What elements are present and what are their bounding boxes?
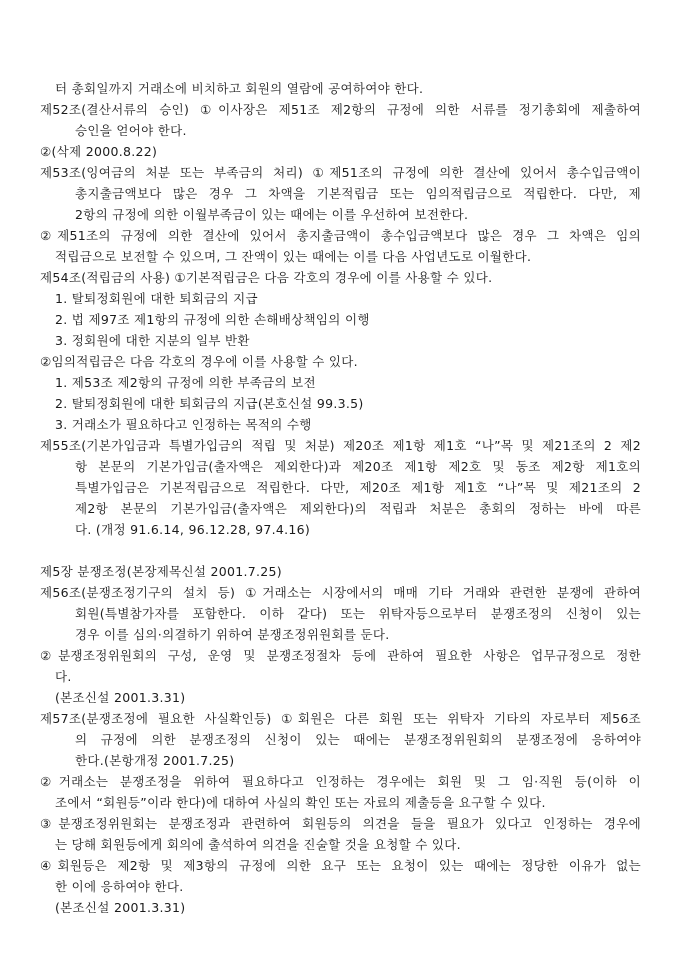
document-line: 제2항 본문의 기본가입금(출자액은 제외한다)의 적립과 처분은 총회의 정하는 바에 따른 [75, 501, 641, 516]
document-line: 터 총회일까지 거래소에 비치하고 회원의 열람에 공여하여야 한다. [55, 81, 424, 96]
document-body [40, 78, 641, 918]
document-line: 1. 제53조 제2항의 규정에 의한 부족금의 보전 [55, 375, 316, 390]
document-line: 승인을 얻어야 한다. [75, 123, 187, 138]
document-line: 적립금으로 보전할 수 있으며, 그 잔액이 있는 때에는 이를 다음 사업년도로 이월한다. [55, 249, 532, 264]
document-line: 2. 법 제97조 제1항의 규정에 의한 손해배상책임의 이행 [55, 312, 370, 327]
document-line: (본조신설 2001.3.31) [55, 900, 186, 915]
document-line: 제52조(결산서류의 승인) ①이사장은 제51조 제2항의 규정에 의한 서류를 정기총회에 제출하여 [40, 102, 641, 117]
blank-line [40, 540, 641, 561]
document-line: 다. [55, 669, 72, 684]
document-line: 총지출금액보다 많은 경우 그 차액을 기본적립금 또는 임의적립금으로 적립한다. 다만, 제 [75, 186, 641, 201]
document-line: 한 이에 응하여야 한다. [55, 879, 184, 894]
document-line: 제5장 분쟁조정(본장제목신설 2001.7.25) [40, 564, 282, 579]
document-line: 제54조(적립금의 사용) ①기본적립금은 다음 각호의 경우에 이를 사용할 수 있다. [40, 270, 493, 285]
document-line: 제57조(분쟁조정에 필요한 사실확인등) ①회원은 다른 회원 또는 위탁자 기타의 자로부터 제56조 [40, 711, 641, 726]
document-line: ②제51조의 규정에 의한 결산에 있어서 총지출금액이 총수입금액보다 많은 경우 그 차액은 임의 [40, 228, 641, 243]
document-line: ②분쟁조정위원회의 구성, 운영 및 분쟁조정절차 등에 관하여 필요한 사항은 업무규정으로 정한 [40, 648, 641, 663]
document-line: 제53조(잉여금의 처분 또는 부족금의 처리) ①제51조의 규정에 의한 결산에 있어서 총수입금액이 [40, 165, 641, 180]
document-line: 의 규정에 의한 분쟁조정의 신청이 있는 때에는 분쟁조정위원회의 분쟁조정에 응하여야 [75, 732, 641, 747]
document-line: 제56조(분쟁조정기구의 설치 등) ①거래소는 시장에서의 매매 기타 거래와 관련한 분쟁에 관하여 [40, 585, 641, 600]
document-line: ②거래소는 분쟁조정을 위하여 필요하다고 인정하는 경우에는 회원 및 그 임·직원 등(이하 이 [40, 774, 641, 789]
document-line: 는 당해 회원등에게 회의에 출석하여 의견을 진술할 것을 요청할 수 있다. [55, 837, 461, 852]
document-line: 2항의 규정에 의한 이월부족금이 있는 때에는 이를 우선하여 보전한다. [75, 207, 469, 222]
document-line: ②임의적립금은 다음 각호의 경우에 이를 사용할 수 있다. [40, 354, 358, 369]
document-line: 1. 탈퇴정회원에 대한 퇴회금의 지급 [55, 291, 258, 306]
document-line: 2. 탈퇴정회원에 대한 퇴회금의 지급(본호신설 99.3.5) [55, 396, 364, 411]
document-line: 3. 정회원에 대한 지분의 일부 반환 [55, 333, 250, 348]
document-line: 특별가입금은 기본적립금으로 적립한다. 다만, 제20조 제1항 제1호 “나”목 및 제21조의 2 [75, 480, 641, 495]
document-line: ④회원등은 제2항 및 제3항의 규정에 의한 요구 또는 요청이 있는 때에는 정당한 이유가 없는 [40, 858, 641, 873]
document-line: 항 본문의 기본가입금(출자액은 제외한다)과 제20조 제1항 제2호 및 동조 제2항 제1호의 [75, 459, 641, 474]
document-line: 경우 이를 심의·의결하기 위하여 분쟁조정위원회를 둔다. [75, 627, 390, 642]
document-line: ②(삭제 2000.8.22) [40, 144, 158, 159]
document-line: 다. (개정 91.6.14, 96.12.28, 97.4.16) [75, 522, 311, 537]
document-line: 제55조(기본가입금과 특별가입금의 적립 및 처분) 제20조 제1항 제1호 “나”목 및 제21조의 2 제2 [40, 438, 641, 453]
document-line: ③분쟁조정위원회는 분쟁조정과 관련하여 회원등의 의견을 들을 필요가 있다고 인정하는 경우에 [40, 816, 641, 831]
document-line: 회원(특별참가자를 포함한다. 이하 같다) 또는 위탁자등으로부터 분쟁조정의 신청이 있는 [75, 606, 641, 621]
document-line: 한다.(본항개정 2001.7.25) [75, 753, 235, 768]
document-line: 조에서 “회원등”이라 한다)에 대하여 사실의 확인 또는 자료의 제출등을 요구할 수 있다. [55, 795, 546, 810]
document-line: 3. 거래소가 필요하다고 인정하는 목적의 수행 [55, 417, 312, 432]
document-line: (본조신설 2001.3.31) [55, 690, 186, 705]
